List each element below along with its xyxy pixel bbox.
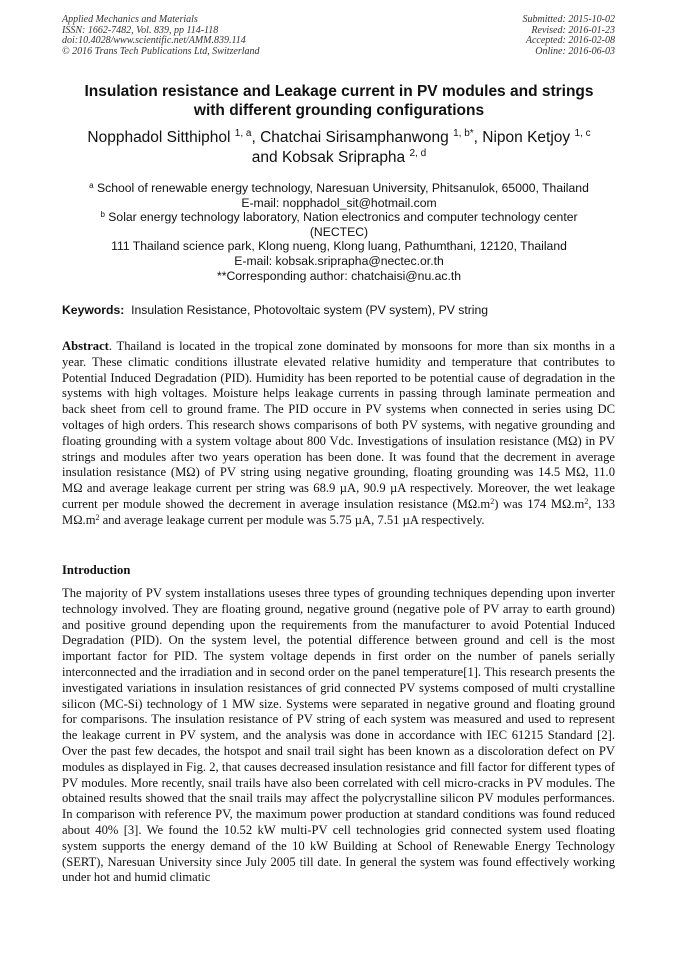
affiliation-mark: a <box>89 181 94 190</box>
revised-date: Revised: 2016-01-23 <box>531 24 615 36</box>
author-line-1: Nopphadol Sitthiphol $^{1, a}$, Chatchai Sirisamphanwong $^{1, b*}$, Nipon Ketjoy $^{1, c}$ <box>87 128 591 146</box>
paper-title <box>40 82 638 120</box>
affiliation-b-line-2: (NECTEC) <box>309 224 369 239</box>
affiliation-address: 111 Thailand science park, Klong nueng, Klong luang, Pathumthani, 12120, Thailand <box>111 239 567 254</box>
accepted-date: Accepted: 2016-02-08 <box>525 35 615 46</box>
abstract-label: Abstract <box>62 339 109 353</box>
journal-issn: ISSN: 1662-7482, Vol. 839, pp 114-118 <box>62 24 219 36</box>
abstract: Abstract. Thailand is located in the tropical zone dominated by monsoons for more than six months in a year. These climatic conditions illustrate elevated relative humidity and temperature that contributes to Potential Induced Degradation (PID). Humidity has been reported to be potential cause of degradation in the systems with high voltages. Moisture helps leakage currents in passing through laminate permeation and back sheet from cell to ground frame. The PID occure in PV systems when connected in series using DC voltages of high orders. This research shows comparisons of both PV systems, with negative grounding and floating grounding with a system voltage about 800 Vdc. Investigations of insulation resistance (MΩ) in PV strings and modules after two years operation has been done. It was found that the decrement in average insulation resistance (MΩ) of PV string using negative grounding, floating grounding was 14.5 MΩ, 11.0 MΩ and average leakage current per string was 68.9 µA, 90.9 µA respectively. Moreover, the wet leakage current per module showed the decrement in average insulation resistance $(M\Omega.m^2)$ was 174 $M\Omega.m^2$, 133 $M\Omega.m^2$ and average leakage current per module was 5.75 µA, 7.51 µA respectively. <box>62 339 616 527</box>
paper-title-line-2: with different grounding configurations <box>193 102 485 119</box>
introduction-text: The majority of PV system installations useses three types of grounding techniques depending upon inverter technology involved. They are floating ground, negative ground (negative pole of PV array to earth ground) and positive ground depending upon the requirements from the manufacturer to avoid Potential Induced Degradation (PID). On the system level, the potential difference between ground and cell is the most important factor for PID. The system voltage depends in first order on the number of panels serially interconnected and the irradiation and in second order on the panel temperature[1]. This research presents the investigated variations in insulation resistances of grid connected PV systems composed of multi crystalline silicon (MC-Si) technology of 1 MW size. Systems were separated in negative ground and floating ground for comparisons. The insulation resistance of PV string of each system was measured and used to represent the leakage current in PV system, and the analysis was done in accordance with IEC 61215 Standard [2]. Over the past few decades, the hotspot and snail trail sight has been known as a discoloration defect on PV modules as displayed in Fig. 2, that causes decreased insulation resistance and fill factor for different types of PV modules. More recently, snail trails have also been correlated with cell micro-cracks in PV modules. The obtained results showed that the snail trails may affect the polycrystalline silicon PV modules performances. In comparison with reference PV, the maximum power production at standard conditions was found reduced about 40% [3]. We found the 10.52 kW multi-PV cell technologies grid connected system used floating system supports the energy demand of the 10 kW Building at School of Renewable Energy Technology (SERT), Naresuan University since July 2005 till date. In general the system was found effectively working under hot and humid climatic <box>62 586 615 885</box>
journal-name: Applied Mechanics and Materials <box>62 14 198 25</box>
publication-dates <box>523 15 616 57</box>
online-date: Online: 2016-06-03 <box>535 45 615 57</box>
author-list <box>40 128 638 167</box>
affiliation-a-email: E-mail: nopphadol_sit@hotmail.com <box>241 195 437 210</box>
submitted-date: Submitted: 2015-10-02 <box>522 14 615 25</box>
affiliation-a: $^a$ School of renewable energy technology, Naresuan University, Phitsanulok, 65000, Thailand <box>89 181 589 195</box>
affiliations <box>40 181 638 283</box>
journal-doi: doi:10.4028/www.scientific.net/AMM.839.114 <box>62 35 246 46</box>
author-affil-mark: 1, a <box>234 128 252 139</box>
journal-info <box>62 15 260 57</box>
author-affil-mark: 2, d <box>409 147 427 159</box>
author-line-2 <box>40 148 638 168</box>
keywords-label: Keywords: <box>62 303 125 317</box>
keywords <box>62 303 622 318</box>
author-name: Nipon Ketjoy <box>482 129 571 146</box>
keywords-text: Insulation Resistance, Photovoltaic system (PV system), PV string <box>131 303 489 317</box>
author-name: and Kobsak Sriprapha <box>251 148 406 166</box>
affiliation-b-email: E-mail: kobsak.sriprapha@nectec.or.th <box>234 253 444 268</box>
author-name: Nopphadol Sitthiphol <box>87 129 231 146</box>
affiliation-b: $^b$ Solar energy technology laboratory, Nation electronics and computer technology center <box>100 210 578 225</box>
paper-title-line-1: Insulation resistance and Leakage current in PV modules and strings <box>84 83 594 100</box>
author-name: Chatchai Sirisamphanwong <box>260 129 449 146</box>
introduction-heading: Introduction <box>62 563 131 577</box>
author-affil-mark: 1, c <box>574 128 591 139</box>
corresponding-author: **Corresponding author: chatchaisi@nu.ac.th <box>216 268 462 283</box>
author-affil-mark: 1, b* <box>453 128 474 139</box>
affiliation-mark: b <box>100 210 105 220</box>
journal-copyright: © 2016 Trans Tech Publications Ltd, Switzerland <box>62 45 260 57</box>
